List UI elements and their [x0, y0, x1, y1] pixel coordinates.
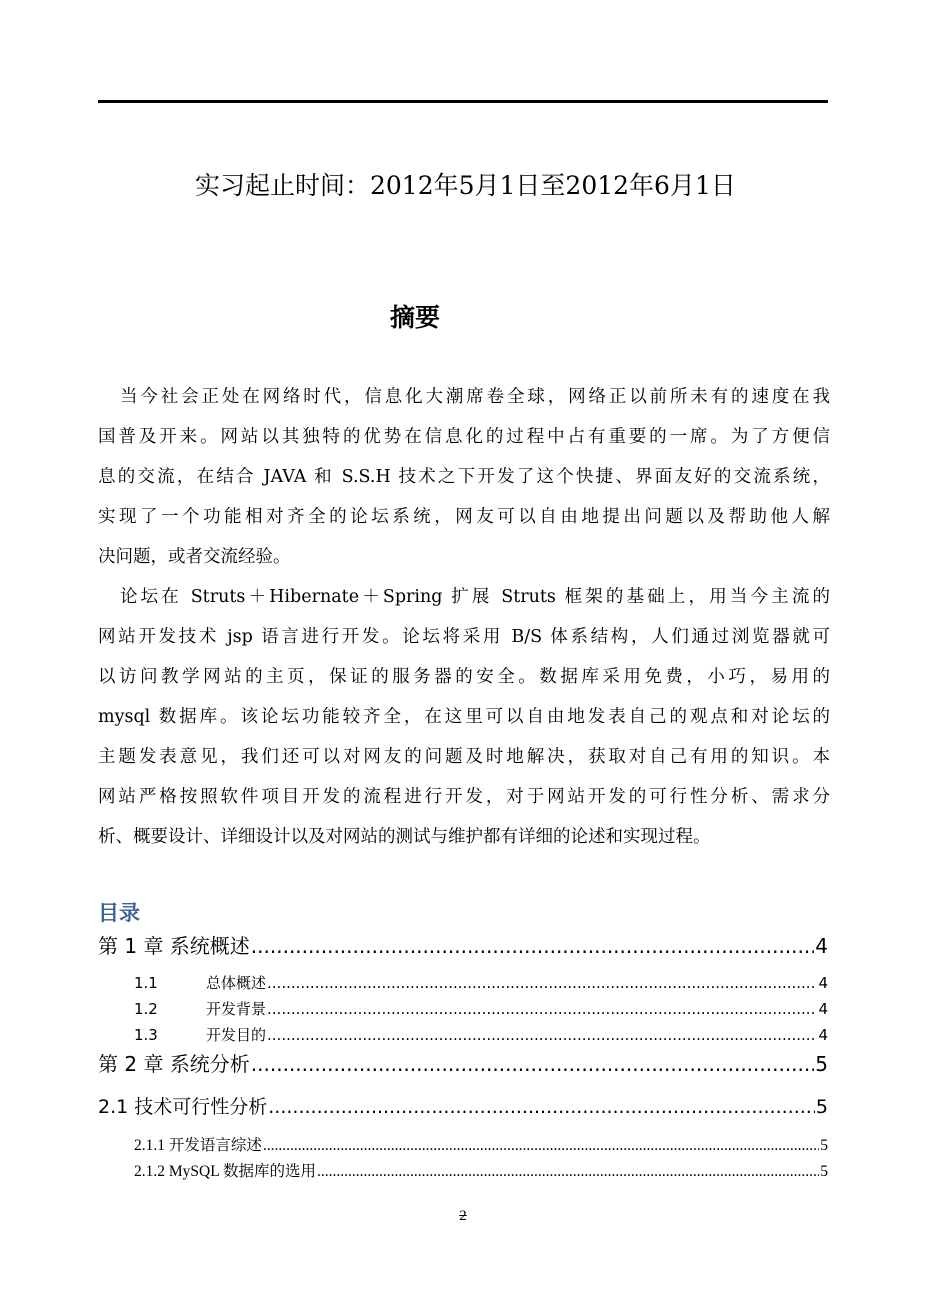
toc-title: 目录	[98, 901, 140, 925]
toc-entry-page: 4	[818, 1000, 828, 1018]
abstract-line: mysql 数据库。该论坛功能较齐全，在这里可以自由地发表自己的观点和对论坛的	[98, 707, 830, 727]
abstract-line: 论坛在 Struts＋Hibernate＋Spring 扩展 Struts 框架的基础上，用当今主流的	[120, 587, 830, 607]
toc-entry-label: 2.1.1 开发语言综述	[134, 1137, 262, 1154]
toc-entry-2-1-1[interactable]	[134, 1133, 828, 1155]
abstract-line: 息的交流，在结合 JAVA 和 S.S.H 技术之下开发了这个快捷、界面友好的交流系统，	[98, 467, 830, 487]
toc-entry-page: 5	[820, 1163, 828, 1180]
toc-entry-page: 4	[815, 934, 828, 958]
internship-period: 实习起止时间：2012年5月1日至2012年6月1日	[195, 171, 736, 200]
toc-entry-page: 4	[818, 974, 828, 992]
toc-entry-label: 第 2 章 系统分析	[98, 1052, 250, 1076]
abstract-line: 网站严格按照软件项目开发的流程进行开发，对于网站开发的可行性分析、需求分	[98, 787, 830, 807]
toc-leader	[317, 1163, 819, 1181]
header-rule	[98, 100, 828, 103]
page-number: 2	[459, 1208, 467, 1224]
toc-leader	[263, 1137, 819, 1155]
toc-entry-label: 总体概述	[206, 974, 267, 992]
abstract-line: 主题发表意见，我们还可以对网友的问题及时地解决，获取对自己有用的知识。本	[98, 747, 830, 767]
toc-entry-label: 开发背景	[206, 1000, 267, 1018]
toc-entry-2-1[interactable]	[98, 1092, 828, 1119]
toc-entry-number: 1.1	[134, 974, 158, 992]
toc-entry-2-1-2[interactable]	[134, 1159, 828, 1181]
toc-leader	[267, 974, 817, 992]
abstract-line: 实现了一个功能相对齐全的论坛系统，网友可以自由地提出问题以及帮助他人解	[98, 507, 830, 527]
abstract-body	[98, 377, 830, 857]
toc-entry-label: 开发目的	[206, 1026, 267, 1044]
toc-entry-number: 1.2	[134, 1000, 158, 1018]
abstract-line: 网站开发技术 jsp 语言进行开发。论坛将采用 B/S 体系结构，人们通过浏览器就可	[98, 627, 830, 647]
toc-entry-1-1[interactable]	[134, 972, 828, 993]
toc-entry-chapter-2[interactable]	[98, 1048, 828, 1077]
toc-leader	[267, 1026, 817, 1044]
toc-entry-page: 5	[815, 1096, 828, 1118]
toc-entry-page: 5	[820, 1137, 828, 1154]
toc-entry-page: 5	[815, 1052, 828, 1076]
toc-entry-label: 第 1 章 系统概述	[98, 934, 250, 958]
toc-leader	[251, 934, 814, 958]
toc-leader	[251, 1052, 814, 1076]
abstract-line: 国普及开来。网站以其独特的优势在信息化的过程中占有重要的一席。为了方便信	[98, 427, 830, 447]
toc-entry-1-2[interactable]	[134, 998, 828, 1019]
toc-entry-page: 4	[818, 1026, 828, 1044]
toc-entry-chapter-1[interactable]	[98, 930, 828, 959]
toc-leader	[268, 1096, 815, 1118]
abstract-line: 决问题，或者交流经验。	[98, 547, 291, 567]
abstract-title: 摘要	[389, 303, 440, 332]
abstract-line: 以访问教学网站的主页，保证的服务器的安全。数据库采用免费，小巧，易用的	[98, 667, 830, 687]
abstract-line: 析、概要设计、详细设计以及对网站的测试与维护都有详细的论述和实现过程。	[98, 827, 711, 847]
toc-entry-label: 2.1 技术可行性分析	[98, 1096, 268, 1118]
toc-entry-label: 2.1.2 MySQL 数据库的选用	[134, 1163, 316, 1180]
abstract-line: 当今社会正处在网络时代，信息化大潮席卷全球，网络正以前所未有的速度在我	[120, 387, 830, 407]
toc-leader	[267, 1000, 817, 1018]
toc-entry-number: 1.3	[134, 1026, 158, 1044]
toc-entry-1-3[interactable]	[134, 1024, 828, 1045]
